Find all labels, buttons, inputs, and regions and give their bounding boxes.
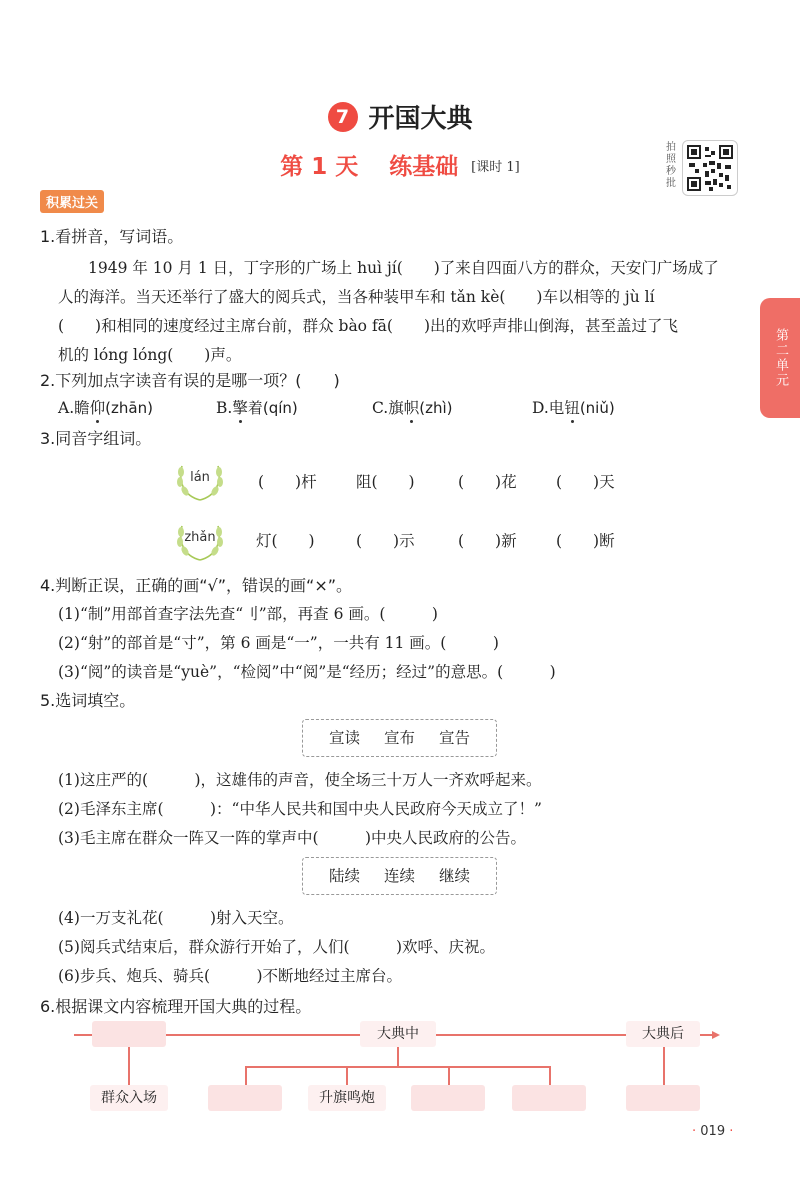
word-choice: 宣布 [384, 729, 416, 747]
word-group-blank[interactable]: ( )杆 [258, 473, 317, 491]
dotted-char: 帜 [403, 399, 420, 417]
qr-label: 拍照秒批 [666, 142, 676, 189]
connector-line [245, 1066, 551, 1068]
option-text: A.瞻 [58, 399, 90, 417]
fill-item[interactable]: (6)步兵、炮兵、骑兵( )不断地经过主席台。 [58, 967, 403, 985]
option-c[interactable] [372, 396, 453, 418]
option-pinyin: (niǔ) [579, 399, 615, 417]
connector-line [346, 1066, 348, 1086]
word-choice: 宣告 [439, 729, 471, 747]
word-choice: 陆续 [329, 867, 361, 885]
dotted-char: 擎 [232, 399, 248, 417]
connector-line [448, 1066, 450, 1086]
connector-line [663, 1047, 665, 1085]
judge-item[interactable]: (3)“阅”的读音是“yuè”，“检阅”中“阅”是“经历；经过”的意思。( ) [58, 663, 556, 681]
step-flag: 升旗鸣炮 [308, 1085, 386, 1111]
fill-item[interactable]: (3)毛主席在群众一阵又一阵的掌声中( )中央人民政府的公告。 [58, 829, 527, 847]
step-entry: 群众入场 [90, 1085, 168, 1111]
word-group-blank[interactable]: 灯( ) [256, 532, 315, 550]
blank-stage-before[interactable] [92, 1021, 166, 1047]
word-choice-box [302, 857, 497, 895]
unit-side-tab[interactable]: 第二单元 [760, 298, 800, 418]
option-text: D.电 [532, 399, 565, 417]
fill-item[interactable]: (4)一万支礼花( )射入天空。 [58, 909, 294, 927]
basic-label: 练基础 [389, 154, 459, 180]
page-number: · 019 · [692, 1124, 734, 1139]
day-label: 第 1 天 [280, 154, 359, 180]
option-pinyin: (zhān) [105, 399, 153, 417]
connector-line [549, 1066, 551, 1086]
question-1-line: 人的海洋。当天还举行了盛大的阅兵式，当各种装甲车和 tǎn kè( )车以相等的 jù lí [58, 288, 655, 306]
word-choice: 继续 [439, 867, 471, 885]
question-4-title: 4.判断正误，正确的画“√”，错误的画“×”。 [40, 576, 353, 595]
option-b[interactable] [216, 396, 298, 418]
question-1-line: 机的 lóng lóng( )声。 [58, 346, 242, 364]
connector-line [245, 1066, 247, 1086]
option-pinyin: 着(qín) [247, 399, 298, 417]
arrow-icon [712, 1031, 720, 1039]
option-pinyin: (zhì) [419, 399, 453, 417]
word-group-blank[interactable]: ( )断 [556, 532, 615, 550]
word-choice-box [302, 719, 497, 757]
word-group-blank[interactable]: ( )天 [556, 473, 615, 491]
option-d[interactable] [532, 396, 615, 418]
question-1-title: 1.看拼音，写词语。 [40, 227, 184, 246]
dotted-char: 仰 [89, 399, 106, 417]
lesson-title-row [0, 98, 800, 135]
lesson-tag: [课时 1] [471, 160, 520, 175]
question-3-title: 3.同音字组词。 [40, 429, 152, 448]
dotted-char: 钮 [564, 399, 580, 417]
page-number-text: 019 [700, 1124, 726, 1139]
fill-item[interactable]: (2)毛泽东主席( )：“中华人民共和国中央人民政府今天成立了！” [58, 800, 542, 818]
lesson-number-badge: 7 [328, 102, 358, 132]
option-text: B. [216, 399, 233, 417]
blank-step[interactable] [626, 1085, 700, 1111]
question-1-line: 1949 年 10 月 1 日，丁字形的广场上 huì jí( )了来自四面八方的群众，天安门广场成了 [88, 259, 719, 277]
day-subtitle [0, 148, 800, 181]
lesson-title: 开国大典 [368, 104, 473, 134]
connector-line [397, 1047, 399, 1067]
word-choice: 连续 [384, 867, 416, 885]
qr-code-icon [687, 145, 733, 191]
pinyin-lan: lán [190, 470, 210, 485]
leaf-wreath-icon [174, 452, 226, 504]
blank-step[interactable] [512, 1085, 586, 1111]
judge-item[interactable]: (1)“制”用部首查字法先查“刂”部，再查 6 画。( ) [58, 605, 438, 623]
question-5-title: 5.选词填空。 [40, 691, 136, 710]
question-2-title: 2.下列加点字读音有误的是哪一项？( ) [40, 371, 340, 390]
word-group-blank[interactable]: ( )花 [458, 473, 517, 491]
blank-step[interactable] [411, 1085, 485, 1111]
blank-step[interactable] [208, 1085, 282, 1111]
question-1-line: ( )和相同的速度经过主席台前，群众 bào fā( )出的欢呼声排山倒海，甚至盖过了飞 [58, 317, 679, 335]
word-group-blank[interactable]: 阻( ) [356, 473, 415, 491]
stage-during: 大典中 [360, 1021, 436, 1047]
word-choice: 宣读 [329, 729, 361, 747]
judge-item[interactable]: (2)“射”的部首是“寸”，第 6 画是“一”，一共有 11 画。( ) [58, 634, 499, 652]
stage-after: 大典后 [626, 1021, 700, 1047]
option-text: C.旗 [372, 399, 404, 417]
leaf-wreath-icon [174, 512, 226, 564]
fill-item[interactable]: (5)阅兵式结束后，群众游行开始了，人们( )欢呼、庆祝。 [58, 938, 496, 956]
word-group-blank[interactable]: ( )新 [458, 532, 517, 550]
word-group-blank[interactable]: ( )示 [356, 532, 415, 550]
section-badge: 积累过关 [40, 190, 104, 213]
connector-line [128, 1047, 130, 1085]
pinyin-zhan: zhǎn [184, 530, 216, 545]
qr-code[interactable] [682, 140, 738, 196]
fill-item[interactable]: (1)这庄严的( )，这雄伟的声音，使全场三十万人一齐欢呼起来。 [58, 771, 542, 789]
question-6-title: 6.根据课文内容梳理开国大典的过程。 [40, 997, 312, 1016]
option-a[interactable] [58, 396, 153, 418]
